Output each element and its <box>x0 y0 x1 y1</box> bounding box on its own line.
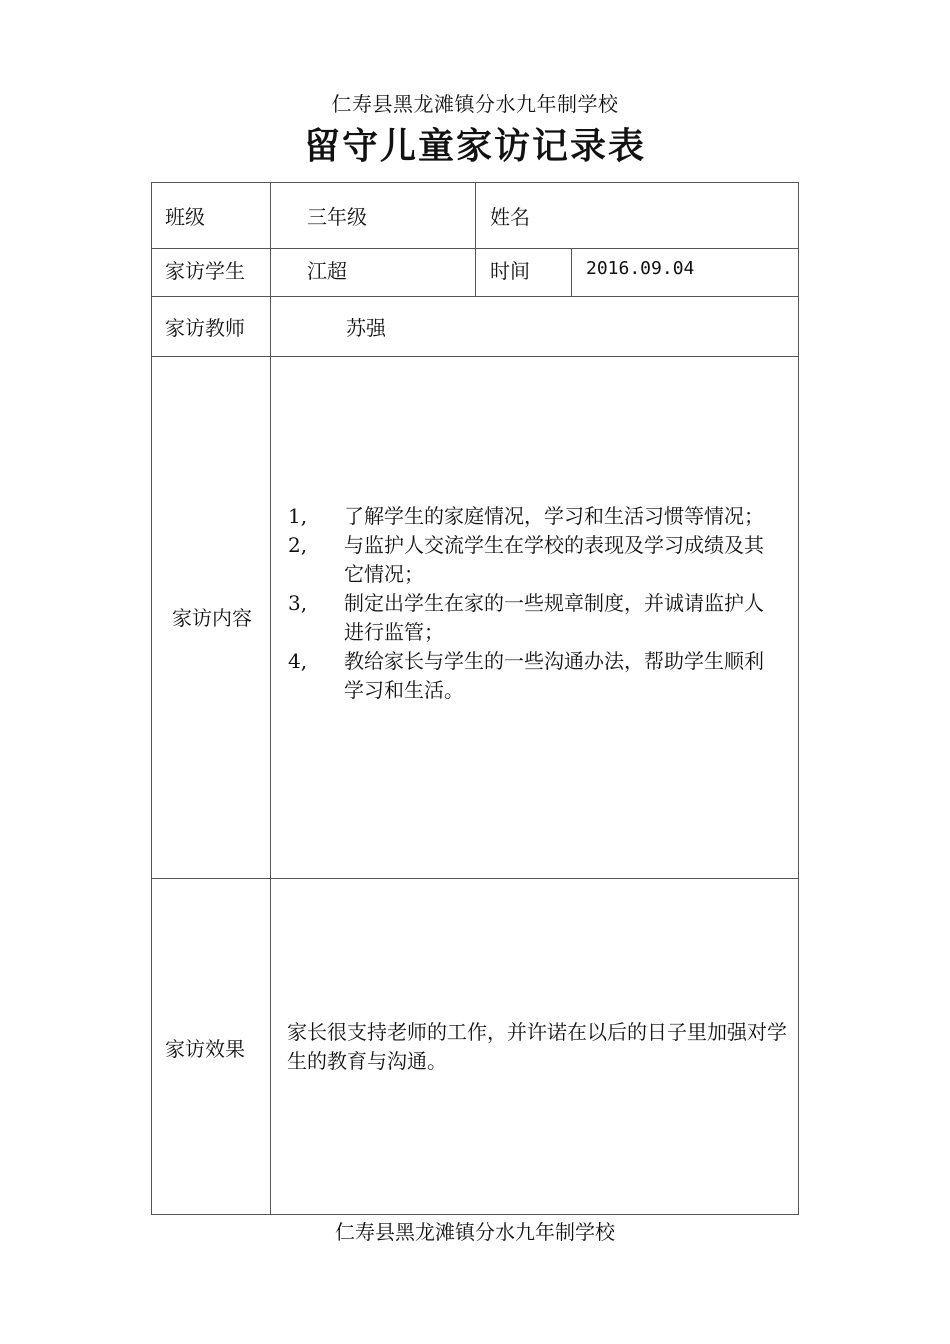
student-label: 家访学生 <box>165 259 245 283</box>
student-value: 江超 <box>307 259 347 283</box>
form-title: 留守儿童家访记录表 <box>303 126 646 167</box>
school-name-header: 仁寿县黑龙滩镇分水九年制学校 <box>331 92 619 116</box>
table-column-divider <box>475 182 476 297</box>
list-item <box>288 502 788 531</box>
list-item <box>288 531 788 589</box>
list-item-text: 与监护人交流学生在学校的表现及学习成绩及其它情况； <box>344 533 764 586</box>
time-label: 时间 <box>490 259 530 283</box>
content-label: 家访内容 <box>172 606 252 630</box>
list-item-text: 了解学生的家庭情况，学习和生活习惯等情况； <box>344 504 764 528</box>
list-item-text: 制定出学生在家的一些规章制度，并诚请监护人进行监管； <box>344 591 764 644</box>
effect-text: 家长很支持老师的工作，并许诺在以后的日子里加强对学生的教育与沟通。 <box>287 1020 787 1073</box>
list-item-number: 3, <box>288 591 308 615</box>
list-item <box>288 589 788 647</box>
class-label: 班级 <box>165 205 205 229</box>
table-border-left <box>151 182 152 1215</box>
teacher-value: 苏强 <box>346 316 386 340</box>
effect-label: 家访效果 <box>165 1037 245 1061</box>
school-name-footer: 仁寿县黑龙滩镇分水九年制学校 <box>335 1220 615 1244</box>
class-value: 三年级 <box>307 205 367 229</box>
list-item-text: 教给家长与学生的一些沟通办法，帮助学生顺利学习和生活。 <box>344 649 764 702</box>
table-column-divider <box>571 248 572 297</box>
list-item-number: 4, <box>288 649 308 673</box>
list-item-number: 2, <box>288 533 308 557</box>
table-row-divider <box>151 878 799 879</box>
time-value: 2016.09.04 <box>586 258 695 279</box>
table-border-bottom <box>151 1214 799 1215</box>
list-item <box>288 647 788 705</box>
table-border-right <box>798 182 799 1215</box>
teacher-label: 家访教师 <box>165 316 245 340</box>
list-item-number: 1, <box>288 504 308 528</box>
name-label: 姓名 <box>490 205 530 229</box>
content-list <box>288 502 788 705</box>
table-column-divider <box>270 182 271 1215</box>
table-row-divider <box>151 356 799 357</box>
